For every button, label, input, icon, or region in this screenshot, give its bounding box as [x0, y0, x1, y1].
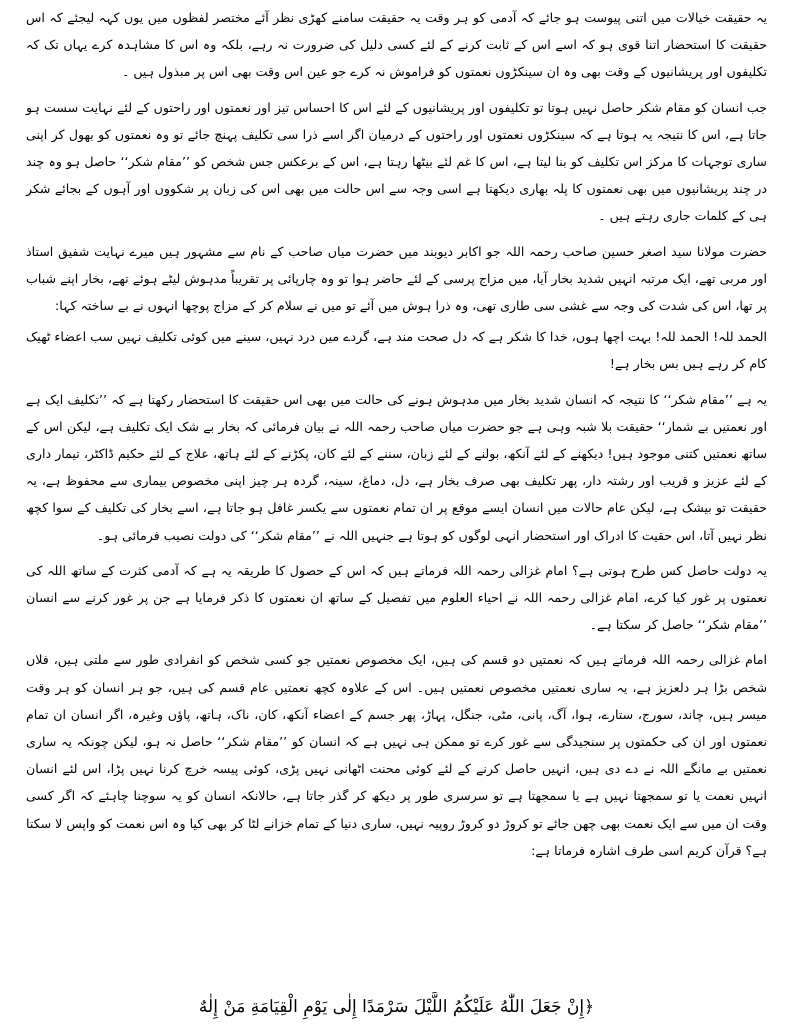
paragraph-6: یہ دولت حاصل کس طرح ہوتی ہے؟ امام غزالی رحمہ اللہ فرماتے ہیں کہ اس کے حصول کا طریقہ یہ ہے کہ آدمی کثرت کے ساتھ اللہ کی نعمتوں پر غور کیا کرے، امام غزالی رحمہ اللہ نے احیاء العلوم میں تفصیل کے ساتھ ان نعمتوں کا ذکر فرمایا ہے جن پر غور کرنے سے انسان ’’مقام شکر‘‘ حاصل کر سکتا ہے۔ — [26, 562, 767, 633]
paragraph-4-quote: الحمد للہ! الحمد للہ! بہت اچھا ہوں، خدا کا شکر ہے کہ دل صحت مند ہے، گردے میں درد نہیں، سینے میں کوئی تکلیف نہیں سب اعضاء ٹھیک کام کر رہے ہیں بس بخار ہے! — [26, 329, 767, 372]
quran-verse: ﴿إِنْ جَعَلَ اللّٰهُ عَلَيْكُمُ اللَّيْلَ سَرْمَدًا إِلٰى يَوْمِ الْقِيَامَةِ مَنْ إِلٰهٌ — [198, 997, 595, 1017]
paragraph-5: یہ ہے ’’مقام شکر‘‘ کا نتیجہ کہ انسان شدید بخار میں مدہوش ہونے کی حالت میں بھی اس حقیقت کا استحضار رکھتا ہے کہ ’’تکلیف ایک ہے اور نعمتیں بے شمار‘‘ حقیقت بلا شبہ وہی ہے جو حضرت میاں صاحب رحمہ اللہ نے بیان فرمائی کہ بخار بے شک ایک تکلیف ہے، لیکن اس کے ساتھ نعمتیں کتنی موجود ہیں! دیکھنے کے لئے آنکھ، بولنے کے لئے زبان، سننے کے لئے کان، پکڑنے کے لئے ہاتھ، علاج کے لئے حکیم ڈاکٹر، تیمار داری کے لئے عزیز و قریب اور رشتہ دار، پھر تکلیف بھی صرف بخار ہے، دل، دماغ، سینہ، گردہ ہر چیز اپنی مخصوص بیماری سے محفوظ ہے، یہ حقیقت تو بیشک ہے، لیکن عام حالات میں انسان ایسے موقع پر ان تمام نعمتوں سے یکسر غافل ہو جاتا ہے، اسے بخار کی تکلیف کے سوا کچھ نظر نہیں آتا، اس حقیت کا ادراک اور استحضار انہی لوگوں کو ہوتا ہے جنہیں اللہ نے ’’مقام شکر‘‘ کی دولت نصیب فرمائی ہو۔ — [26, 391, 767, 543]
paragraph-7: امام غزالی رحمہ اللہ فرماتے ہیں کہ نعمتیں دو قسم کی ہیں، ایک مخصوص نعمتیں جو کسی شخص کو انفرادی طور سے ملتی ہیں، فلاں شخص بڑا ہر دلعزیز ہے، یہ ساری نعمتیں مخصوص نعمتیں ہیں۔ اس کے علاوہ کچھ نعمتیں عام قسم کی ہیں، جو ہر انسان کو ہر وقت میسر ہیں، چاند، سورج، ستارے، ہوا، آگ، پانی، مٹی، جنگل، پہاڑ، پھر جسم کے اعضاء آنکھ، کان، ناک، ہاتھ، پاؤں وغیرہ، اگر انسان ان تمام نعمتوں اور ان کی حکمتوں پر سنجیدگی سے غور کرے تو ممکن ہی نہیں ہے کہ انسان کو ’’مقام شکر‘‘ حاصل نہ ہو، لیکن چونکہ یہ ساری نعمتیں بے مانگے اللہ نے دے دی ہیں، انہیں حاصل کرنے کے لئے کوئی محنت اٹھانی نہیں پڑی، کوئی پیسہ خرچ کرنا نہیں پڑا، اس لئے انسان انہیں نعمت یا تو سمجھتا نہیں ہے یا سمجھتا ہے تو سرسری طور پر دیکھ کر گذر جاتا ہے، حالانکہ انسان کو یہ سوچنا چاہئے کہ اگر کسی وقت ان میں سے ایک نعمت بھی چھن جائے تو کروڑ دو کروڑ روپیہ نہیں، ساری دنیا کے تمام خزانے لٹا کر بھی کیا وہ اس نعمت کو واپس لا سکتا ہے؟ قرآن کریم اسی طرف اشارہ فرماتا ہے: — [26, 652, 767, 858]
paragraph-3: حضرت مولانا سید اصغر حسین صاحب رحمہ اللہ جو اکابر دیوبند میں حضرت میاں صاحب کے نام سے مشہور ہیں میرے نہایت شفیق استاذ اور مربی تھے، ایک مرتبہ انہیں شدید بخار آیا، میں مزاج پرسی کے لئے حاضر ہوا تو وہ چارپائی پر تقریباً مدہوش لیٹے ہوئے تھے، بخار اپنے شباب پر تھا، اس کی شدت کی وجہ سے غشی سی طاری تھی، وہ ذرا ہوش میں آئے تو میں نے سلام کر کے مزاج پوچھا انہوں نے بے ساختہ کہا: — [26, 243, 767, 314]
paragraph-2: جب انسان کو مقام شکر حاصل نہیں ہوتا تو تکلیفوں اور پریشانیوں کے لئے اس کا احساس تیز اور نعمتوں اور راحتوں کے لئے نہایت سست ہو جاتا ہے، اس کا نتیجہ یہ ہوتا ہے کہ سینکڑوں نعمتوں اور راحتوں کے درمیان اگر اسے ذرا سی تکلیف پہنچ جائے تو وہ نعمتوں کو بھول کر اپنی ساری توجہات کا مرکز اس تکلیف کو بنا لیتا ہے، اس کا غم لئے بیٹھا رہتا ہے، اس کے برعکس جس شخص کو ’’مقام شکر‘‘ حاصل ہو وہ چند در چند پریشانیوں میں بھی نعمتوں کا پلہ بھاری دیکھتا ہے اسی وجہ سے اس حالت میں بھی اس کی زبان پر شکووں اور آہوں کے بجائے شکر ہی کے کلمات جاری رہتے ہیں ۔ — [26, 99, 767, 224]
paragraph-1: یہ حقیقت خیالات میں اتنی پیوست ہو جائے کہ آدمی کو ہر وقت یہ حقیقت سامنے کھڑی نظر آئے مختصر لفظوں میں یوں کہہ لیجئے کہ اس حقیقت کا استحضار اتنا قوی ہو کہ اسے اس کے ثابت کرنے کے لئے کسی دلیل کی ضرورت نہ رہے، بلکہ وہ اس کا مشاہدہ کرے یہاں تک کہ تکلیفوں اور پریشانیوں کے وقت بھی وہ ان سینکڑوں نعمتوں کو فراموش نہ کرے جو عین اس وقت بھی اس پر مبذول ہیں ۔ — [26, 10, 767, 80]
